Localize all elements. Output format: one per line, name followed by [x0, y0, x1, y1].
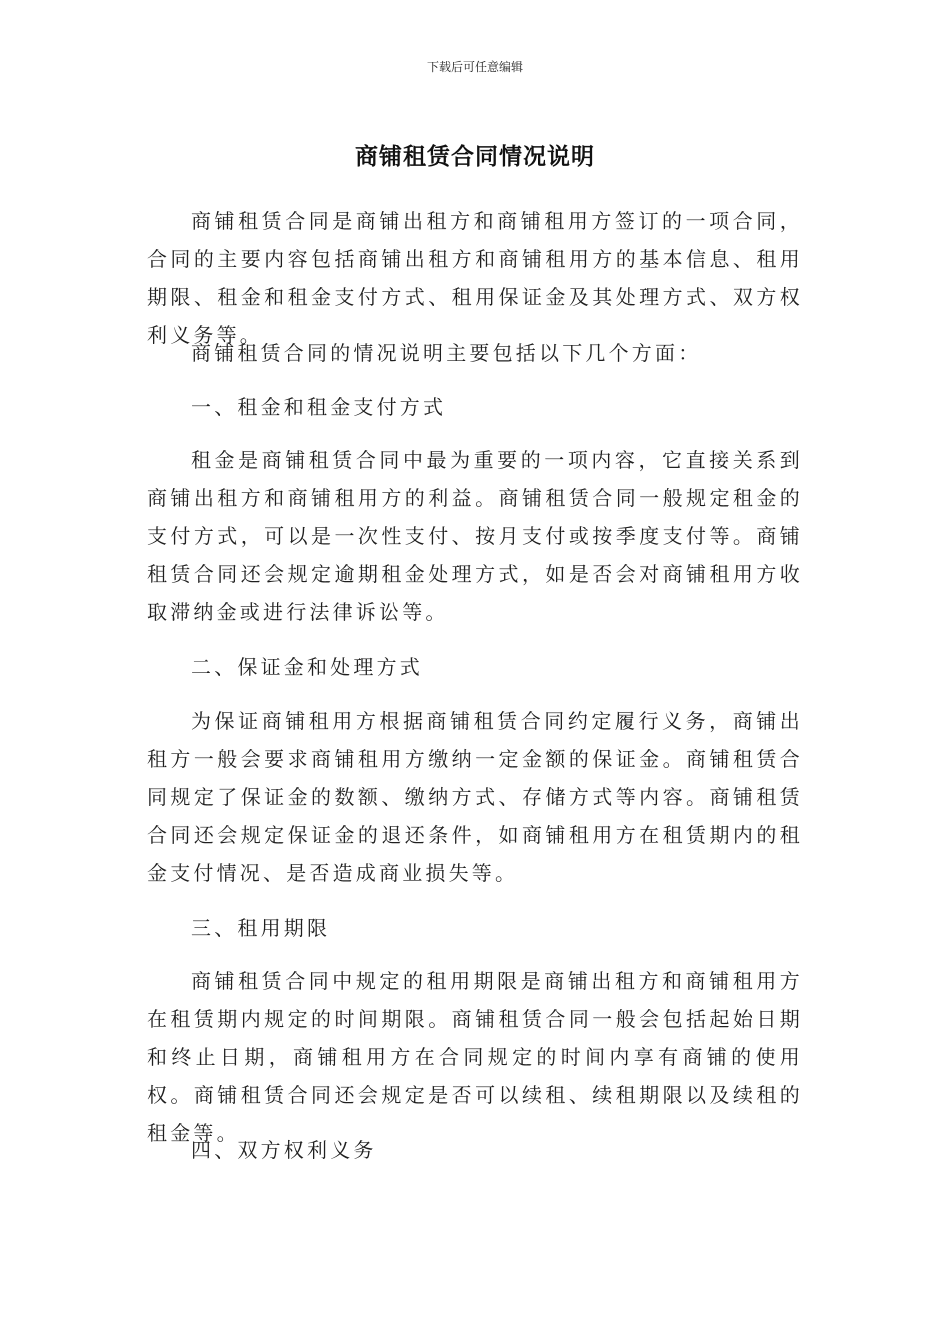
- section-heading-rights: 四、双方权利义务: [191, 1138, 377, 1162]
- overview-paragraph: 商铺租赁合同的情况说明主要包括以下几个方面：: [191, 341, 702, 365]
- section-paragraph-term: 商铺租赁合同中规定的租用期限是商铺出租方和商铺租用方在租赁期内规定的时间期限。商铺租赁合同一般会包括起始日期和终止日期，商铺租用方在合同规定的时间内享有商铺的使用权。商铺租赁合同还会规定是否可以续租、续租期限以及续租的租金等。: [147, 969, 803, 1145]
- section-heading-term: 三、租用期限: [191, 916, 331, 940]
- section-heading-rent: 一、租金和租金支付方式: [191, 395, 447, 419]
- section-heading-deposit: 二、保证金和处理方式: [191, 655, 423, 679]
- section-paragraph-deposit: 为保证商铺租用方根据商铺租赁合同约定履行义务，商铺出租方一般会要求商铺租用方缴纳一定金额的保证金。商铺租赁合同规定了保证金的数额、缴纳方式、存储方式等内容。商铺租赁合同还会规定保证金的退还条件，如商铺租用方在租赁期内的租金支付情况、是否造成商业损失等。: [147, 709, 803, 885]
- document-title: 商铺租赁合同情况说明: [355, 144, 595, 170]
- intro-paragraph: 商铺租赁合同是商铺出租方和商铺租用方签订的一项合同，合同的主要内容包括商铺出租方和商铺租用方的基本信息、租用期限、租金和租金支付方式、租用保证金及其处理方式、双方权利义务等。: [147, 209, 803, 347]
- section-paragraph-rent: 租金是商铺租赁合同中最为重要的一项内容，它直接关系到商铺出租方和商铺租用方的利益。商铺租赁合同一般规定租金的支付方式，可以是一次性支付、按月支付或按季度支付等。商铺租赁合同还会规定逾期租金处理方式，如是否会对商铺租用方收取滞纳金或进行法律诉讼等。: [147, 448, 803, 624]
- header-note: 下载后可任意编辑: [426, 60, 523, 74]
